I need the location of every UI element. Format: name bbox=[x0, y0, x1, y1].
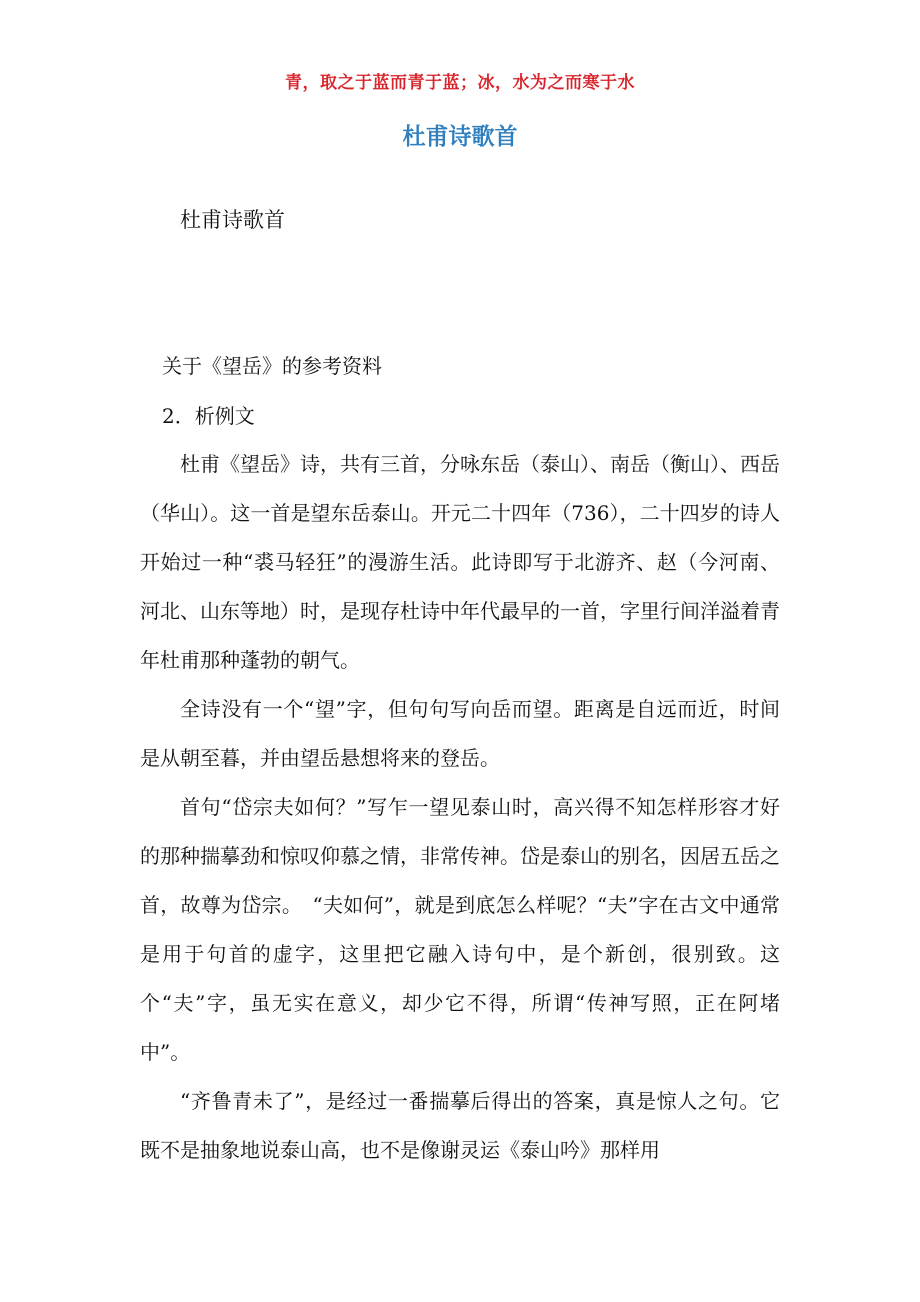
section-number: 2．析例文 bbox=[162, 404, 255, 428]
paragraph-2: 全诗没有一个“望”字，但句句写向岳而望。距离是自远而近，时间是从朝至暮，并由望岳悬想将来的登岳。 bbox=[140, 697, 780, 770]
paragraph-1: 杜甫《望岳》诗，共有三首，分咏东岳（泰山）、南岳（衡山）、西岳（华山）。这一首是望东岳泰山。开元二十四年（736），二十四岁的诗人开始过一种“裘马轻狂”的漫游生活。此诗即写于北游齐、赵（今河南、河北、山东等地）时，是现存杜诗中年代最早的一首，字里行间洋溢着青年杜甫那种蓬勃的朝气。 bbox=[140, 452, 780, 672]
header-motto: 青，取之于蓝而青于蓝；冰，水为之而寒于水 bbox=[285, 73, 635, 93]
paragraph-4: “齐鲁青未了”，是经过一番揣摹后得出的答案，真是惊人之句。它既不是抽象地说泰山高，也不是像谢灵运《泰山吟》那样用 bbox=[140, 1089, 780, 1162]
document-title: 杜甫诗歌首 bbox=[402, 124, 518, 150]
document-subtitle: 杜甫诗歌首 bbox=[180, 208, 285, 232]
reference-heading: 关于《望岳》的参考资料 bbox=[162, 354, 382, 378]
paragraph-3: 首句“岱宗夫如何？”写乍一望见泰山时，高兴得不知怎样形容才好的那种揣摹劲和惊叹仰慕之情，非常传神。岱是泰山的别名，因居五岳之首，故尊为岱宗。 “夫如何”，就是到底怎么样呢？“夫”字在古文中通常是用于句首的虚字，这里把它融入诗句中，是个新创，很别致。这个“夫”字，虽无实在意义，却少它不得，所谓“传神写照，正在阿堵中”。 bbox=[140, 795, 780, 1064]
body-text bbox=[140, 440, 780, 1175]
